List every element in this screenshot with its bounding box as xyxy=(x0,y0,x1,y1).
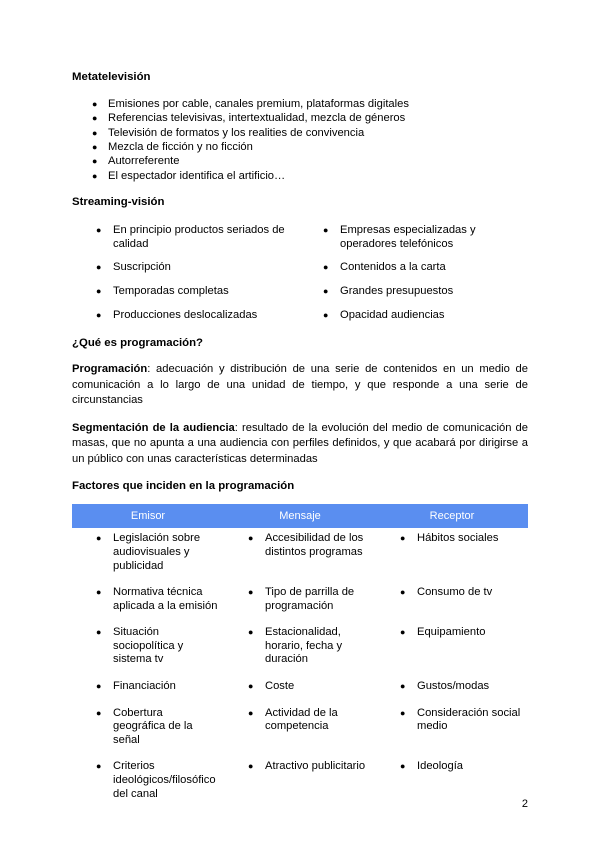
bullet-icon: ● xyxy=(96,587,102,598)
list-item: ● Producciones deslocalizadas xyxy=(96,309,258,322)
bullet-icon: ● xyxy=(92,156,98,167)
table-cell: ● Hábitos sociales xyxy=(400,532,499,545)
table-cell: ● Accesibilidad de los distintos programas xyxy=(248,532,364,558)
list-item: ● En principio productos seriados de calidad xyxy=(96,224,285,251)
table-cell: ● Financiación xyxy=(96,680,176,693)
table-cell: ● Equipamiento xyxy=(400,626,486,639)
factores-heading: Factores que inciden en la programación xyxy=(72,480,295,493)
bullet-icon: ● xyxy=(248,761,254,772)
bullet-icon: ● xyxy=(96,533,102,544)
table-row xyxy=(72,676,528,703)
table-cell: ● Estacionalidad, horario, fecha y duración xyxy=(248,626,343,666)
programacion-heading: ¿Qué es programación? xyxy=(72,337,204,350)
metatelevision-list xyxy=(72,97,528,183)
bullet-icon: ● xyxy=(96,262,102,273)
bullet-icon: ● xyxy=(248,533,254,544)
document-page xyxy=(72,70,528,810)
list-item: ● Opacidad audiencias xyxy=(323,309,445,322)
table-cell: ● Tipo de parrilla de programación xyxy=(248,586,355,612)
list-item: ● Referencias televisivas, intertextualidad, mezcla de géneros xyxy=(92,112,406,125)
bullet-icon: ● xyxy=(248,587,254,598)
table-row xyxy=(72,582,528,622)
bullet-icon: ● xyxy=(323,286,329,297)
table-header-row xyxy=(72,504,528,528)
table-row xyxy=(72,622,528,676)
bullet-icon: ● xyxy=(96,707,102,718)
bullet-icon: ● xyxy=(96,310,102,321)
table-cell: ● Ideología xyxy=(400,760,464,773)
table-cell: ● Actividad de la competencia xyxy=(248,706,338,733)
table-row xyxy=(72,703,528,757)
bullet-icon: ● xyxy=(92,127,98,138)
streaming-heading: Streaming-visión xyxy=(72,196,165,209)
column-header-mensaje: Mensaje xyxy=(224,504,376,528)
list-item: ● Contenidos a la carta xyxy=(323,261,446,274)
list-item: ● Empresas especializadas y operadores telefónicos xyxy=(323,224,476,251)
table-cell: ● Consideración social medio xyxy=(400,706,521,733)
list-item: ● Suscripción xyxy=(96,261,171,274)
list-item: ● Temporadas completas xyxy=(96,285,229,298)
programacion-definition: Programación: adecuación y distribución de una serie de contenidos en un medio de comunicación a lo largo de una unidad de tiempo, y que responde a una serie de circunstancias xyxy=(72,362,528,407)
factors-table xyxy=(72,504,528,810)
table-cell: ● Cobertura geográfica de la señal xyxy=(96,706,193,746)
bullet-icon: ● xyxy=(96,627,102,638)
table-cell: ● Atractivo publicitario xyxy=(248,760,366,773)
bullet-icon: ● xyxy=(96,681,102,692)
page-number: 2 xyxy=(521,798,528,810)
bullet-icon: ● xyxy=(248,681,254,692)
bullet-icon: ● xyxy=(248,627,254,638)
list-item: ● Autorreferente xyxy=(92,155,180,168)
bullet-icon: ● xyxy=(400,587,406,598)
bullet-icon: ● xyxy=(96,286,102,297)
streaming-columns xyxy=(72,223,528,332)
table-cell: ● Consumo de tv xyxy=(400,586,493,599)
bullet-icon: ● xyxy=(92,113,98,124)
bullet-icon: ● xyxy=(323,310,329,321)
definition-term: Segmentación de la audiencia xyxy=(72,421,235,434)
column-header-emisor: Emisor xyxy=(72,504,224,528)
table-row xyxy=(72,756,528,810)
bullet-icon: ● xyxy=(323,262,329,273)
table-cell: ● Criterios ideológicos/filosófico del canal xyxy=(96,760,216,800)
bullet-icon: ● xyxy=(248,707,254,718)
metatelevision-heading: Metatelevisión xyxy=(72,71,151,83)
list-item: ● Televisión de formatos y los realities de convivencia xyxy=(92,126,365,139)
bullet-icon: ● xyxy=(92,98,98,109)
table-cell: ● Normativa técnica aplicada a la emisión xyxy=(96,586,218,612)
table-cell: ● Gustos/modas xyxy=(400,680,490,693)
list-item: ● El espectador identifica el artificio… xyxy=(92,169,286,182)
bullet-icon: ● xyxy=(400,707,406,718)
bullet-icon: ● xyxy=(92,142,98,153)
bullet-icon: ● xyxy=(400,681,406,692)
column-header-receptor: Receptor xyxy=(376,504,528,528)
list-item: ● Mezcla de ficción y no ficción xyxy=(92,141,253,154)
list-item: ● Grandes presupuestos xyxy=(323,285,454,298)
bullet-icon: ● xyxy=(400,761,406,772)
table-cell: ● Legislación sobre audiovisuales y publicidad xyxy=(96,532,201,572)
bullet-icon: ● xyxy=(323,225,329,236)
table-cell: ● Coste xyxy=(248,680,295,693)
segmentacion-definition: Segmentación de la audiencia: resultado de la evolución del medio de comunicación de masas, que no apunta a una audiencia con perfiles definidos, y que acabará por dirigirse a un público con unas características determinadas xyxy=(72,421,528,465)
list-item: ● Emisiones por cable, canales premium, plataformas digitales xyxy=(92,97,409,110)
table-row xyxy=(72,528,528,582)
bullet-icon: ● xyxy=(96,761,102,772)
bullet-icon: ● xyxy=(96,225,102,236)
table-cell: ● Situación sociopolítica y sistema tv xyxy=(96,626,184,666)
bullet-icon: ● xyxy=(400,533,406,544)
bullet-icon: ● xyxy=(400,627,406,638)
bullet-icon: ● xyxy=(92,170,98,181)
definition-term: Programación xyxy=(72,362,148,375)
